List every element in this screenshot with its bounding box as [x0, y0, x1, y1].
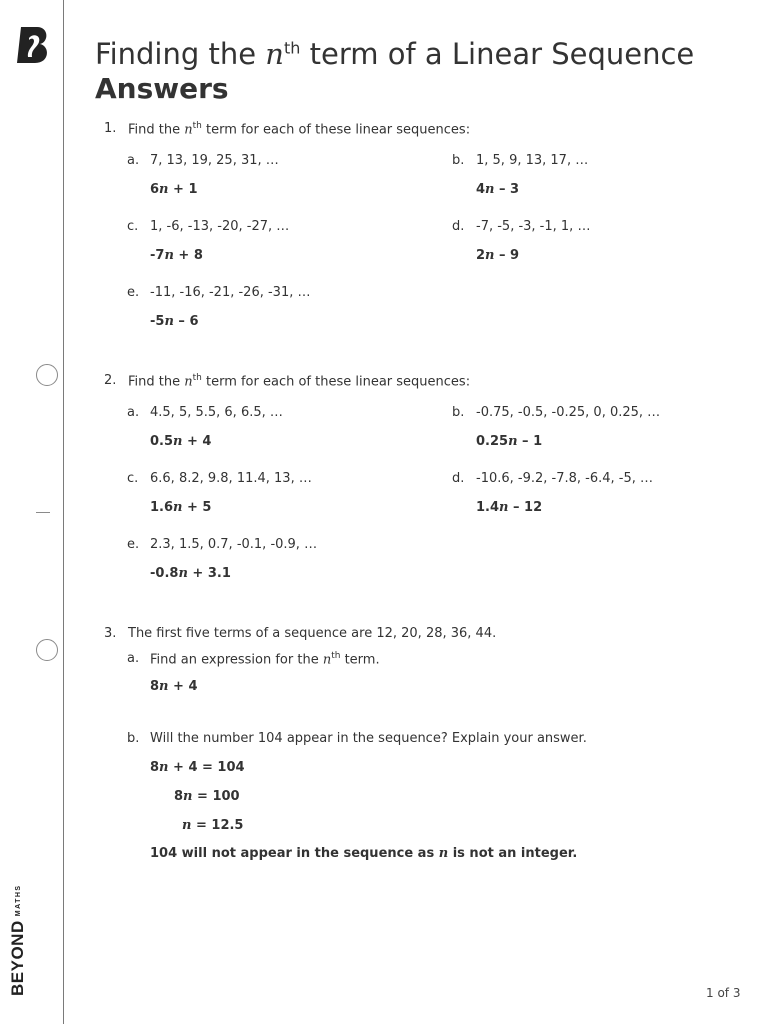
- sequence: 7, 13, 19, 25, 31, …: [150, 153, 279, 168]
- answer: [150, 500, 211, 515]
- answer: [150, 248, 203, 263]
- text: term.: [340, 652, 380, 668]
- answer-text: 1.6: [150, 500, 174, 515]
- answer-text: = 100: [192, 789, 240, 804]
- answer-text: 1.4: [476, 500, 500, 515]
- part-letter: e.: [127, 537, 140, 552]
- sequence: -10.6, -9.2, -7.8, -6.4, -5, …: [476, 471, 654, 486]
- answer-text: + 4: [168, 679, 198, 694]
- page-subtitle: Answers: [95, 72, 229, 105]
- variable: n: [485, 182, 495, 197]
- superscript: th: [331, 651, 341, 661]
- title-text: Finding the: [95, 37, 266, 71]
- question-text: The first five terms of a sequence are 12, 20, 28, 36, 44.: [128, 626, 497, 641]
- part-letter: d.: [452, 219, 465, 234]
- answer-text: 4: [476, 182, 486, 197]
- variable: n: [164, 248, 174, 263]
- answer-text: 0.25: [476, 434, 509, 449]
- part-letter: b.: [452, 405, 465, 420]
- brand-wordmark: [8, 884, 28, 996]
- part-letter: a.: [127, 651, 140, 666]
- answer-text: 8: [174, 789, 184, 804]
- part-letter: a.: [127, 153, 140, 168]
- question-number: 3.: [104, 626, 117, 641]
- variable: n: [182, 818, 192, 833]
- page-number: 1 of 3: [706, 986, 741, 1000]
- answer-text: 8: [150, 679, 160, 694]
- answer: [476, 182, 519, 197]
- answer: [150, 182, 198, 197]
- title-variable: n: [265, 37, 284, 71]
- part-question: Will the number 104 appear in the sequence? Explain your answer.: [150, 731, 587, 746]
- answer-text: + 4 = 104: [168, 760, 245, 775]
- answer-text: -7: [150, 248, 165, 263]
- answer-text: + 1: [168, 182, 198, 197]
- variable: n: [173, 434, 183, 449]
- answer: [150, 314, 199, 329]
- answer-text: 104 will not appear in the sequence as: [150, 846, 439, 861]
- answer: [476, 248, 519, 263]
- variable: n: [508, 434, 518, 449]
- variable: n: [499, 500, 509, 515]
- sequence: 1, 5, 9, 13, 17, …: [476, 153, 589, 168]
- variable: n: [322, 652, 332, 668]
- variable: n: [173, 500, 183, 515]
- answer-text: + 8: [173, 248, 203, 263]
- variable: n: [159, 679, 169, 694]
- variable: n: [183, 789, 193, 804]
- part-letter: a.: [127, 405, 140, 420]
- sequence: -11, -16, -21, -26, -31, …: [150, 285, 311, 300]
- margin-line: [63, 0, 64, 1024]
- text: Find the: [128, 122, 185, 138]
- answer: [150, 679, 198, 694]
- answer: [150, 566, 231, 581]
- question-number: 1.: [104, 121, 117, 136]
- brand-subword: MATHS: [15, 884, 23, 917]
- answer-text: – 3: [494, 182, 520, 197]
- fold-mark: [36, 512, 50, 513]
- answer: [150, 434, 211, 449]
- text: term for each of these linear sequences:: [201, 374, 471, 390]
- variable: n: [164, 314, 174, 329]
- answer-text: -0.8: [150, 566, 179, 581]
- answer-text: 0.5: [150, 434, 174, 449]
- question-text: [128, 373, 470, 389]
- title-text: term of a Linear Sequence: [300, 37, 695, 71]
- sequence: 2.3, 1.5, 0.7, -0.1, -0.9, …: [150, 537, 318, 552]
- answer-text: + 4: [182, 434, 212, 449]
- superscript: th: [192, 373, 202, 383]
- answer-text: -5: [150, 314, 165, 329]
- part-letter: b.: [452, 153, 465, 168]
- question-text: [128, 121, 470, 137]
- answer-text: – 1: [517, 434, 543, 449]
- variable: n: [438, 846, 449, 861]
- answer-text: + 5: [182, 500, 212, 515]
- answer-text: 6: [150, 182, 160, 197]
- sequence: -7, -5, -3, -1, 1, …: [476, 219, 591, 234]
- answer-text: – 12: [508, 500, 543, 515]
- superscript: th: [192, 121, 202, 131]
- answer-text: – 9: [494, 248, 520, 263]
- question-number: 2.: [104, 373, 117, 388]
- variable: n: [159, 182, 169, 197]
- text: Find the: [128, 374, 185, 390]
- answer-text: = 12.5: [191, 818, 244, 833]
- variable: n: [184, 122, 193, 138]
- beyond-logo-icon: [15, 25, 51, 65]
- variable: n: [178, 566, 188, 581]
- page-title: [95, 37, 694, 71]
- working-line: [182, 818, 243, 833]
- answer-text: is not an integer.: [448, 846, 578, 861]
- answer-text: 2: [476, 248, 486, 263]
- answer: [476, 434, 542, 449]
- part-letter: c.: [127, 219, 139, 234]
- part-letter: b.: [127, 731, 140, 746]
- sequence: -0.75, -0.5, -0.25, 0, 0.25, …: [476, 405, 661, 420]
- variable: n: [485, 248, 495, 263]
- answer-text: 8: [150, 760, 160, 775]
- sequence: 1, -6, -13, -20, -27, …: [150, 219, 290, 234]
- binder-hole: [36, 364, 58, 386]
- part-question: [150, 651, 380, 667]
- part-letter: d.: [452, 471, 465, 486]
- sequence: 6.6, 8.2, 9.8, 11.4, 13, …: [150, 471, 312, 486]
- working-line: [174, 789, 240, 804]
- title-superscript: th: [283, 38, 301, 58]
- brand-word: BEYOND: [8, 920, 27, 996]
- text: Find an expression for the: [150, 652, 323, 668]
- sequence: 4.5, 5, 5.5, 6, 6.5, …: [150, 405, 283, 420]
- answer-text: – 6: [173, 314, 199, 329]
- variable: n: [184, 374, 193, 390]
- part-letter: e.: [127, 285, 140, 300]
- variable: n: [159, 760, 169, 775]
- answer: [476, 500, 542, 515]
- working-line: [150, 760, 245, 775]
- binder-hole: [36, 639, 58, 661]
- part-letter: c.: [127, 471, 139, 486]
- answer-text: + 3.1: [187, 566, 231, 581]
- conclusion: [150, 846, 577, 861]
- text: term for each of these linear sequences:: [201, 122, 471, 138]
